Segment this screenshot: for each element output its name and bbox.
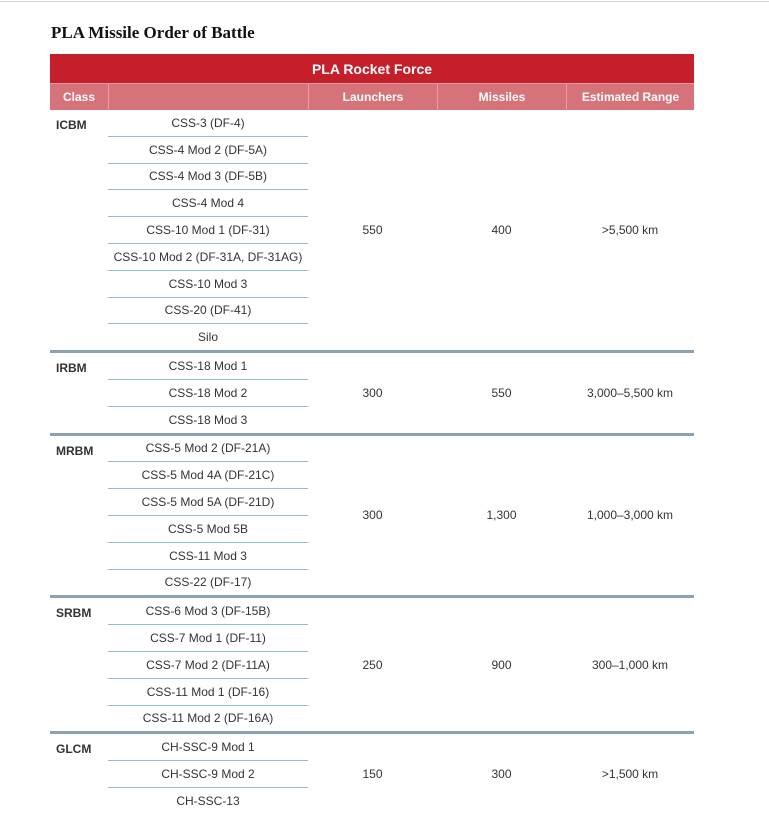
missile-cell: CSS-6 Mod 3 (DF-15B) [108, 598, 308, 625]
missile-cell: CSS-7 Mod 1 (DF-11) [108, 625, 308, 652]
range-cell: >5,500 km [601, 223, 659, 238]
missile-cell: CSS-11 Mod 1 (DF-16) [108, 679, 308, 706]
missile-cell: CSS-18 Mod 2 [108, 380, 308, 407]
missile-list [108, 734, 308, 813]
missile-cell: CH-SSC-9 Mod 1 [108, 734, 308, 761]
range-cell: 3,000–5,500 km [586, 385, 674, 400]
missile-cell: Silo [197, 330, 218, 345]
missile-cell: CSS-11 Mod 3 [108, 543, 308, 570]
missile-list [108, 353, 308, 432]
table-group [50, 110, 694, 353]
missile-list [108, 110, 308, 350]
missile-cell: CSS-22 (DF-17) [164, 575, 252, 590]
missile-cell: CSS-10 Mod 2 (DF-31A, DF-31AG) [108, 244, 308, 271]
class-cell: GLCM [56, 742, 92, 757]
range-cell: >1,500 km [601, 767, 659, 782]
header-missile [108, 84, 308, 110]
missile-cell: CH-SSC-13 [176, 793, 240, 808]
class-cell: ICBM [56, 118, 87, 132]
order-of-battle-table [50, 54, 694, 814]
table-body [50, 110, 694, 814]
table-header-row [50, 83, 694, 110]
launchers-cell: 550 [362, 223, 383, 238]
missiles-cell: 400 [491, 223, 512, 238]
missiles-cell: 300 [491, 767, 512, 782]
header-estimated-range: Estimated Range [566, 84, 694, 110]
missile-cell: CSS-5 Mod 4A (DF-21C) [108, 462, 308, 489]
missile-cell: CSS-5 Mod 5A (DF-21D) [108, 489, 308, 516]
missile-cell: CSS-11 Mod 2 (DF-16A) [142, 711, 274, 726]
missiles-cell: 1,300 [486, 508, 517, 523]
header-class: Class [62, 90, 96, 104]
missile-cell: CSS-4 Mod 3 (DF-5B) [108, 164, 308, 191]
class-cell: SRBM [56, 606, 92, 621]
missile-cell: CSS-18 Mod 3 [168, 412, 248, 427]
table-group [50, 598, 694, 734]
launchers-cell: 250 [362, 657, 383, 672]
missile-cell: CSS-4 Mod 2 (DF-5A) [108, 137, 308, 164]
missile-cell: CSS-10 Mod 3 [108, 271, 308, 298]
launchers-cell: 300 [362, 508, 383, 523]
missiles-cell: 550 [491, 385, 512, 400]
table-group [50, 734, 694, 813]
missile-list [108, 598, 308, 731]
missile-cell: CSS-7 Mod 2 (DF-11A) [108, 652, 308, 679]
missile-cell: CSS-20 (DF-41) [108, 298, 308, 325]
range-cell: 300–1,000 km [591, 657, 669, 672]
missile-cell: CSS-5 Mod 5B [108, 516, 308, 543]
class-cell: IRBM [56, 361, 87, 376]
missile-list [108, 436, 308, 596]
launchers-cell: 300 [362, 385, 383, 400]
class-cell: MRBM [56, 443, 94, 458]
missiles-cell: 900 [491, 657, 512, 672]
range-cell: 1,000–3,000 km [586, 508, 674, 523]
missile-cell: CSS-4 Mod 4 [108, 190, 308, 217]
header-missiles: Missiles [437, 84, 566, 110]
missile-cell: CSS-10 Mod 1 (DF-31) [108, 217, 308, 244]
missile-cell: CH-SSC-9 Mod 2 [108, 761, 308, 788]
table-banner: PLA Rocket Force [50, 54, 694, 83]
page-title: PLA Missile Order of Battle [51, 23, 255, 42]
missile-cell: CSS-5 Mod 2 (DF-21A) [108, 436, 308, 463]
top-divider [0, 1, 769, 2]
missile-cell: CSS-18 Mod 1 [108, 353, 308, 380]
launchers-cell: 150 [362, 767, 383, 782]
missile-cell: CSS-3 (DF-4) [108, 110, 308, 137]
header-launchers: Launchers [308, 84, 437, 110]
table-group [50, 436, 694, 599]
table-group [50, 353, 694, 435]
